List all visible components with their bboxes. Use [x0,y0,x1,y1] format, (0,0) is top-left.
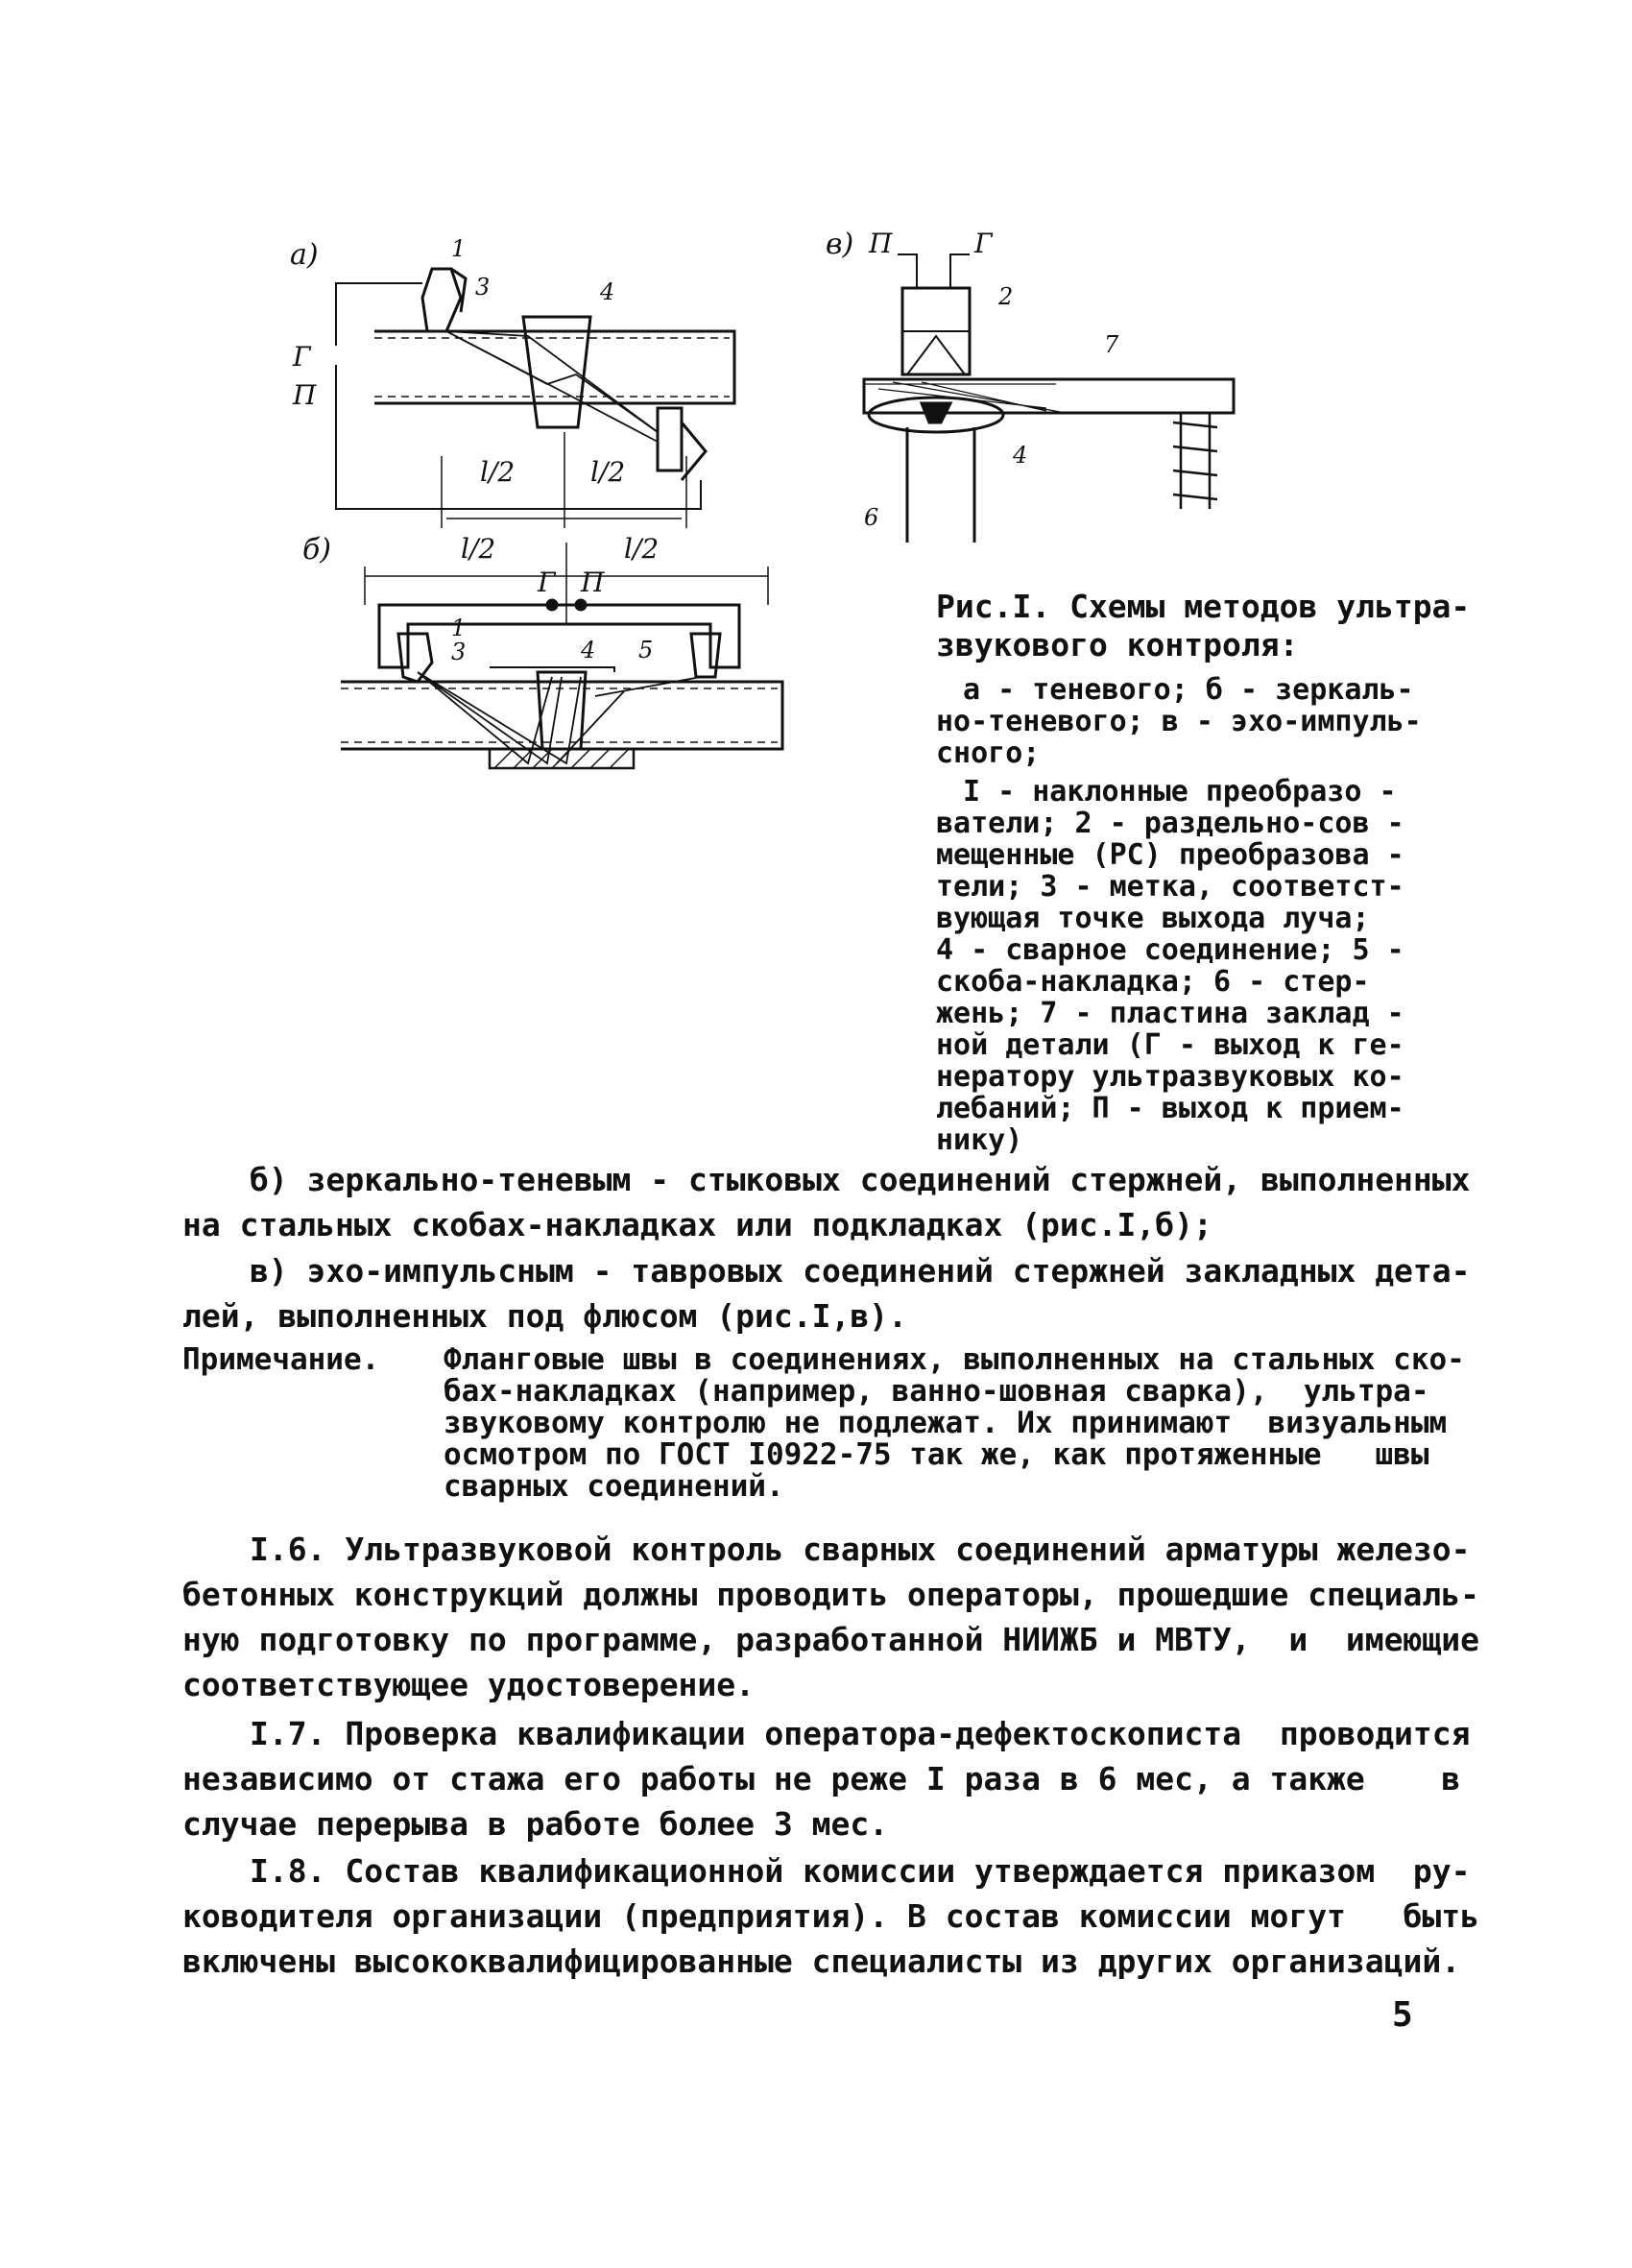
fig-b-num5: 5 [638,637,654,664]
text-line: I.8. Состав квалификационной комиссии утверждается приказом ру- [250,1852,1471,1890]
fig-a-num4: 4 [600,278,615,305]
paragraph-1-7 [182,1711,1471,1846]
caption-legend [936,776,1464,1156]
fig-v-P: П [869,228,893,259]
fig-b-G: Г [538,567,556,598]
fig-b-num4: 4 [581,637,596,664]
fig-a-P: П [293,379,317,411]
text-line: включены высококвалифицированные специалисты из других организаций. [182,1942,1461,1980]
text-line: I.7. Проверка квалификации оператора-дефектоскописта проводится [250,1715,1471,1752]
note-line: осмотром по ГОСТ I0922-75 так же, как протяженные швы [444,1437,1429,1472]
fig-b-P: П [581,567,605,598]
note-heading: Примечание. [182,1342,380,1377]
fig-b-num3: 3 [451,639,467,665]
figure-caption-title: Рис.I. Схемы методов ультра-звукового контроля: [936,588,1471,664]
fig-a-label: а) [290,238,319,272]
caption-methods [936,674,1464,769]
paragraph-1-8 [182,1848,1480,1984]
text-line: лей, выполненных под флюсом (рис.I,в). [182,1297,907,1335]
fig-b-num1: 1 [451,615,467,641]
caption-legend-line: лебаний; П - выход к прием- [936,1092,1404,1125]
caption-legend-line: тели; 3 - метка, соответст- [936,870,1404,904]
caption-legend-line: мещенные (РС) преобразова - [936,838,1404,872]
text-line: случае перерыва в работе более 3 мес. [182,1805,889,1843]
fig-b-label: б) [302,533,332,567]
fig-b-half2: l/2 [624,533,660,565]
caption-legend-line: вующая точке выхода луча; [936,902,1370,935]
fig-v-num4: 4 [1013,442,1028,469]
text-line: I.6. Ультразвуковой контроль сварных соединений арматуры железо- [250,1531,1471,1568]
caption-legend-line: скоба-накладка; 6 - стер- [936,965,1370,999]
text-line: ководителя организации (предприятия). В состав комиссии могут быть [182,1897,1480,1935]
figure-v-echo-method [826,230,1248,547]
fig-v-num2: 2 [998,283,1014,310]
item-v-paragraph [182,1248,1471,1339]
caption-legend-line: ной детали (Г - выход к ге- [936,1028,1404,1062]
fig-a-num3: 3 [475,274,491,301]
fig-v-num7: 7 [1104,331,1119,358]
fig-a-half2: l/2 [590,456,626,488]
text-line: на стальных скобах-накладках или подкладках (рис.I,б); [182,1206,1212,1243]
caption-method-line: а - теневого; б - зеркаль- [963,673,1414,707]
fig-b-half1: l/2 [461,533,496,565]
figure-b-mirror-shadow-method [302,533,806,792]
item-b-paragraph [182,1157,1471,1247]
caption-legend-line: жень; 7 - пластина заклад - [936,997,1404,1030]
fig-v-G: Г [974,228,993,259]
note-line: Фланговые швы в соединениях, выполненных на стальных ско- [444,1342,1465,1377]
paragraph-1-6 [182,1527,1480,1707]
caption-method-line: сного; [936,736,1041,770]
fig-a-G: Г [293,341,311,373]
text-line: бетонных конструкций должны проводить операторы, прошедшие специаль- [182,1576,1480,1613]
caption-legend-line: нератору ультразвуковых ко- [936,1060,1404,1094]
page-number: 5 [1392,1995,1413,2035]
caption-legend-line: нику) [936,1123,1023,1157]
caption-legend-line: I - наклонные преобразо - [963,775,1397,808]
note-body [444,1342,1465,1504]
fig-v-label: в) [826,228,854,261]
figure-a-shadow-method [278,235,797,528]
text-line: б) зеркально-теневым - стыковых соединений стержней, выполненных [250,1161,1471,1198]
text-line: независимо от стажа его работы не реже I раза в 6 мес, а также в [182,1760,1461,1798]
fig-v-num6: 6 [864,504,879,531]
text-line: в) эхо-импульсным - тавровых соединений стержней закладных дета- [250,1252,1471,1290]
note-line: сварных соединений. [444,1469,784,1504]
text-line: ную подготовку по программе, разработанной НИИЖБ и МВТУ, и имеющие [182,1621,1480,1658]
note-line: звуковому контролю не подлежат. Их принимают визуальным [444,1406,1448,1440]
caption-method-line: но-теневого; в - эхо-импуль- [936,705,1422,738]
caption-legend-line: 4 - сварное соединение; 5 - [936,933,1404,967]
text-line: соответствующее удостоверение. [182,1666,756,1703]
caption-legend-line: ватели; 2 - раздельно-сов - [936,807,1404,840]
note-line: бах-накладках (например, ванно-шовная сварка), ультра- [444,1374,1429,1409]
fig-a-num1: 1 [451,235,467,262]
fig-a-half1: l/2 [480,456,516,488]
